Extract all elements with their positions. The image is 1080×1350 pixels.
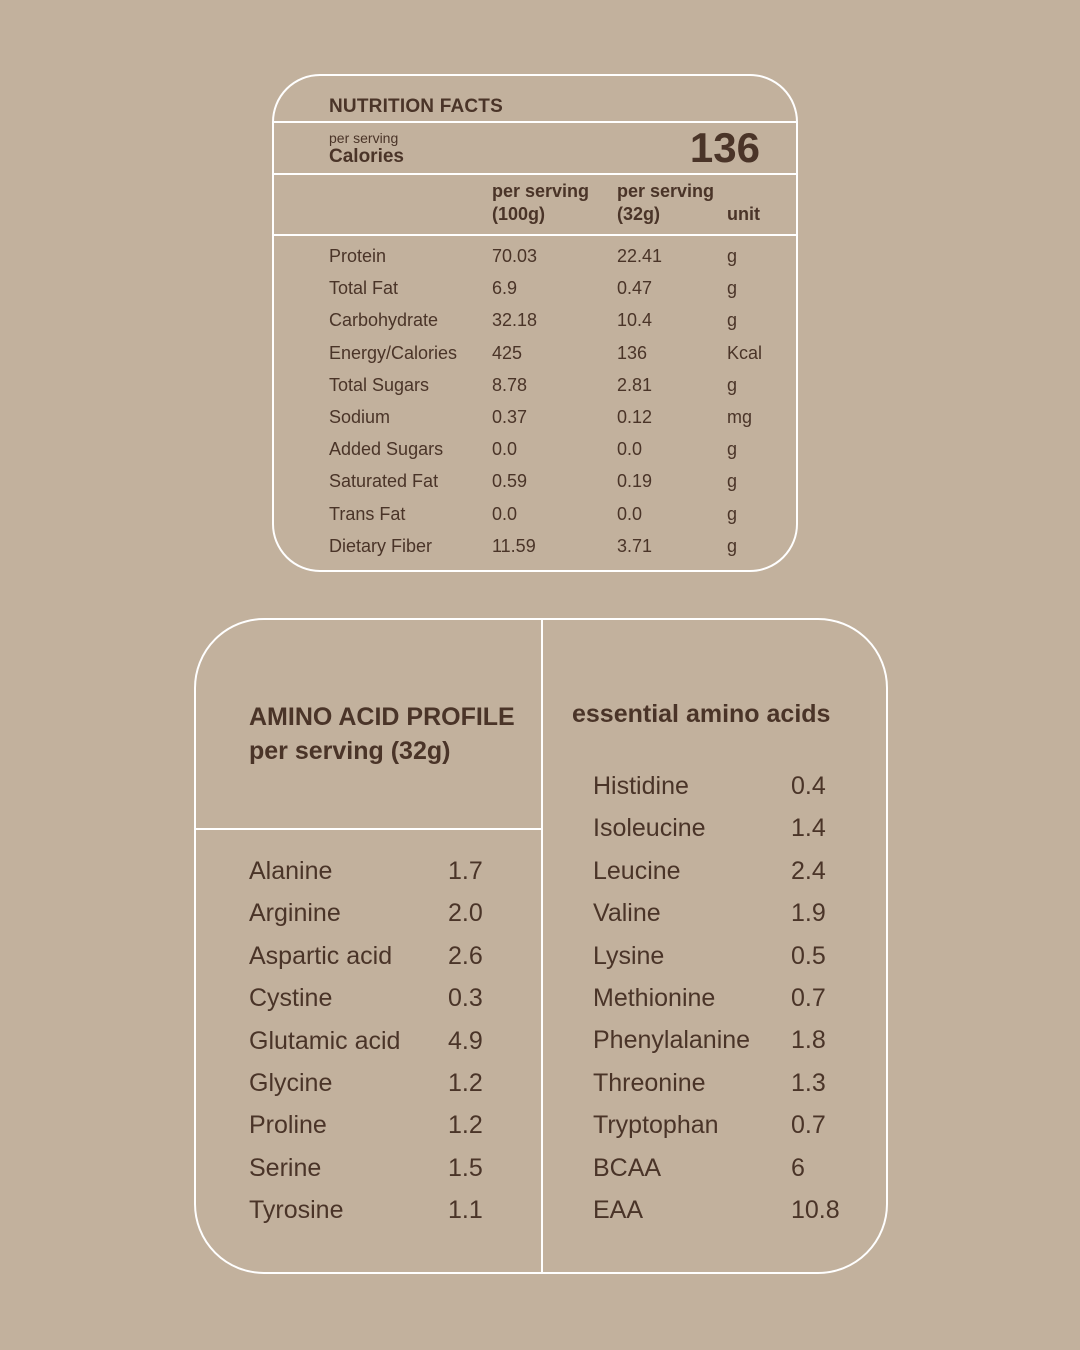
amino-value: 0.7	[791, 1111, 826, 1140]
amino-name: EAA	[593, 1196, 644, 1224]
nutrient-name: Protein	[329, 246, 387, 266]
amino-value: 1.9	[791, 899, 826, 928]
unit: mg	[727, 407, 753, 427]
amino-name: Glycine	[249, 1069, 333, 1097]
amino-name: Alanine	[249, 857, 333, 885]
nutrient-name: Added Sugars	[329, 439, 444, 460]
value-32g: 0.0	[617, 439, 643, 460]
amino-name: BCAA	[593, 1153, 662, 1182]
amino-name: Tyrosine	[249, 1196, 344, 1225]
amino-name: Cystine	[249, 984, 333, 1013]
value-32g: 22.41	[617, 246, 663, 266]
value-100g: 0.59	[492, 471, 528, 492]
col-header-100g-line2: (100g)	[492, 204, 546, 224]
amino-name: Glutamic acid	[249, 1026, 401, 1055]
amino-value: 1.1	[448, 1196, 483, 1225]
amino-profile-title-line1: AMINO ACID PROFILE	[249, 703, 515, 731]
value-100g: 0.0	[492, 439, 518, 460]
value-100g: 8.78	[492, 374, 528, 395]
nutrition-row	[274, 536, 796, 568]
nutrition-row	[274, 278, 796, 310]
amino-acid-panel	[194, 618, 888, 1274]
amino-value: 10.8	[791, 1196, 840, 1224]
value-100g: 11.59	[492, 535, 536, 556]
nutrition-row	[274, 375, 796, 407]
amino-value: 2.0	[448, 899, 483, 928]
amino-value: 2.4	[791, 856, 826, 885]
nutrition-row	[274, 471, 796, 503]
amino-name: Valine	[593, 899, 661, 928]
nutrient-name: Total Sugars	[329, 374, 430, 395]
nutrition-row	[274, 246, 796, 278]
amino-value: 0.5	[791, 941, 826, 970]
divider	[274, 173, 796, 175]
value-32g: 2.81	[617, 374, 653, 395]
column-divider	[541, 620, 543, 1272]
calories-value: 136	[689, 124, 760, 171]
nutrition-facts-panel	[272, 74, 798, 572]
amino-value: 1.2	[448, 1111, 483, 1140]
value-32g: 0.47	[617, 278, 653, 299]
unit: g	[727, 374, 738, 395]
nutrient-name: Total Fat	[329, 278, 399, 299]
value-32g: 10.4	[617, 310, 653, 331]
col-header-32g	[617, 180, 714, 226]
divider	[274, 121, 796, 123]
value-32g: 0.0	[617, 503, 643, 524]
unit: g	[727, 278, 738, 299]
nutrient-name: Saturated Fat	[329, 471, 439, 492]
value-100g: 0.37	[492, 407, 528, 427]
amino-value: 1.5	[448, 1153, 483, 1182]
divider	[196, 828, 542, 830]
amino-value: 0.3	[448, 984, 483, 1013]
unit: g	[727, 246, 738, 266]
unit: g	[727, 310, 738, 331]
amino-name: Serine	[249, 1153, 322, 1182]
amino-value: 2.6	[448, 941, 483, 970]
divider	[274, 234, 796, 236]
amino-value: 1.3	[791, 1068, 826, 1097]
nutrition-row	[274, 407, 796, 439]
amino-value: 1.7	[448, 857, 483, 885]
value-32g: 0.19	[617, 471, 653, 492]
value-32g: 0.12	[617, 407, 653, 427]
essential-title: essential amino acids	[572, 700, 831, 728]
nutrition-facts-title: NUTRITION FACTS	[329, 96, 503, 117]
amino-name: Lysine	[593, 941, 665, 970]
unit: g	[727, 503, 738, 524]
amino-name: Proline	[249, 1111, 327, 1140]
nutrition-row	[274, 504, 796, 536]
col-header-32g-line2: (32g)	[617, 204, 661, 224]
value-100g: 32.18	[492, 310, 538, 331]
value-100g: 0.0	[492, 503, 518, 524]
value-32g: 3.71	[617, 535, 653, 556]
amino-value: 6	[791, 1153, 805, 1182]
amino-value: 4.9	[448, 1026, 483, 1055]
nutrient-name: Sodium	[329, 407, 391, 427]
value-100g: 70.03	[492, 246, 538, 266]
per-serving-note: per serving	[329, 130, 399, 146]
amino-name: Aspartic acid	[249, 941, 393, 970]
calories-label: Calories	[329, 146, 404, 167]
amino-name: Phenylalanine	[593, 1026, 751, 1055]
amino-value: 1.8	[791, 1026, 826, 1055]
nutrient-name: Energy/Calories	[329, 342, 458, 363]
nutrition-row	[274, 439, 796, 471]
nutrient-name: Dietary Fiber	[329, 535, 433, 556]
amino-value: 1.2	[448, 1069, 483, 1097]
col-header-100g	[492, 180, 589, 226]
unit: g	[727, 471, 738, 492]
amino-profile-title	[249, 700, 515, 768]
unit: g	[727, 439, 738, 460]
nutrition-row	[274, 343, 796, 375]
amino-value: 0.7	[791, 984, 826, 1012]
nutrient-name: Trans Fat	[329, 503, 406, 524]
col-header-100g-line1: per serving	[492, 181, 590, 201]
nutrition-row	[274, 310, 796, 342]
col-header-32g-line1: per serving	[617, 181, 715, 201]
unit: g	[727, 535, 738, 556]
amino-name: Arginine	[249, 899, 341, 928]
amino-name: Threonine	[593, 1068, 706, 1097]
amino-value: 1.4	[791, 814, 826, 843]
unit: Kcal	[727, 342, 763, 363]
value-100g: 6.9	[492, 278, 518, 299]
amino-value: 0.4	[791, 772, 826, 800]
amino-profile-title-line2: per serving (32g)	[249, 737, 451, 765]
amino-name: Isoleucine	[593, 814, 706, 843]
nutrient-name: Carbohydrate	[329, 310, 439, 331]
amino-name: Tryptophan	[593, 1111, 719, 1140]
amino-name: Methionine	[593, 984, 716, 1012]
value-100g: 425	[492, 342, 523, 363]
value-32g: 136	[617, 342, 648, 363]
amino-name: Histidine	[593, 772, 689, 800]
col-header-unit: unit	[727, 204, 760, 224]
amino-name: Leucine	[593, 856, 681, 885]
